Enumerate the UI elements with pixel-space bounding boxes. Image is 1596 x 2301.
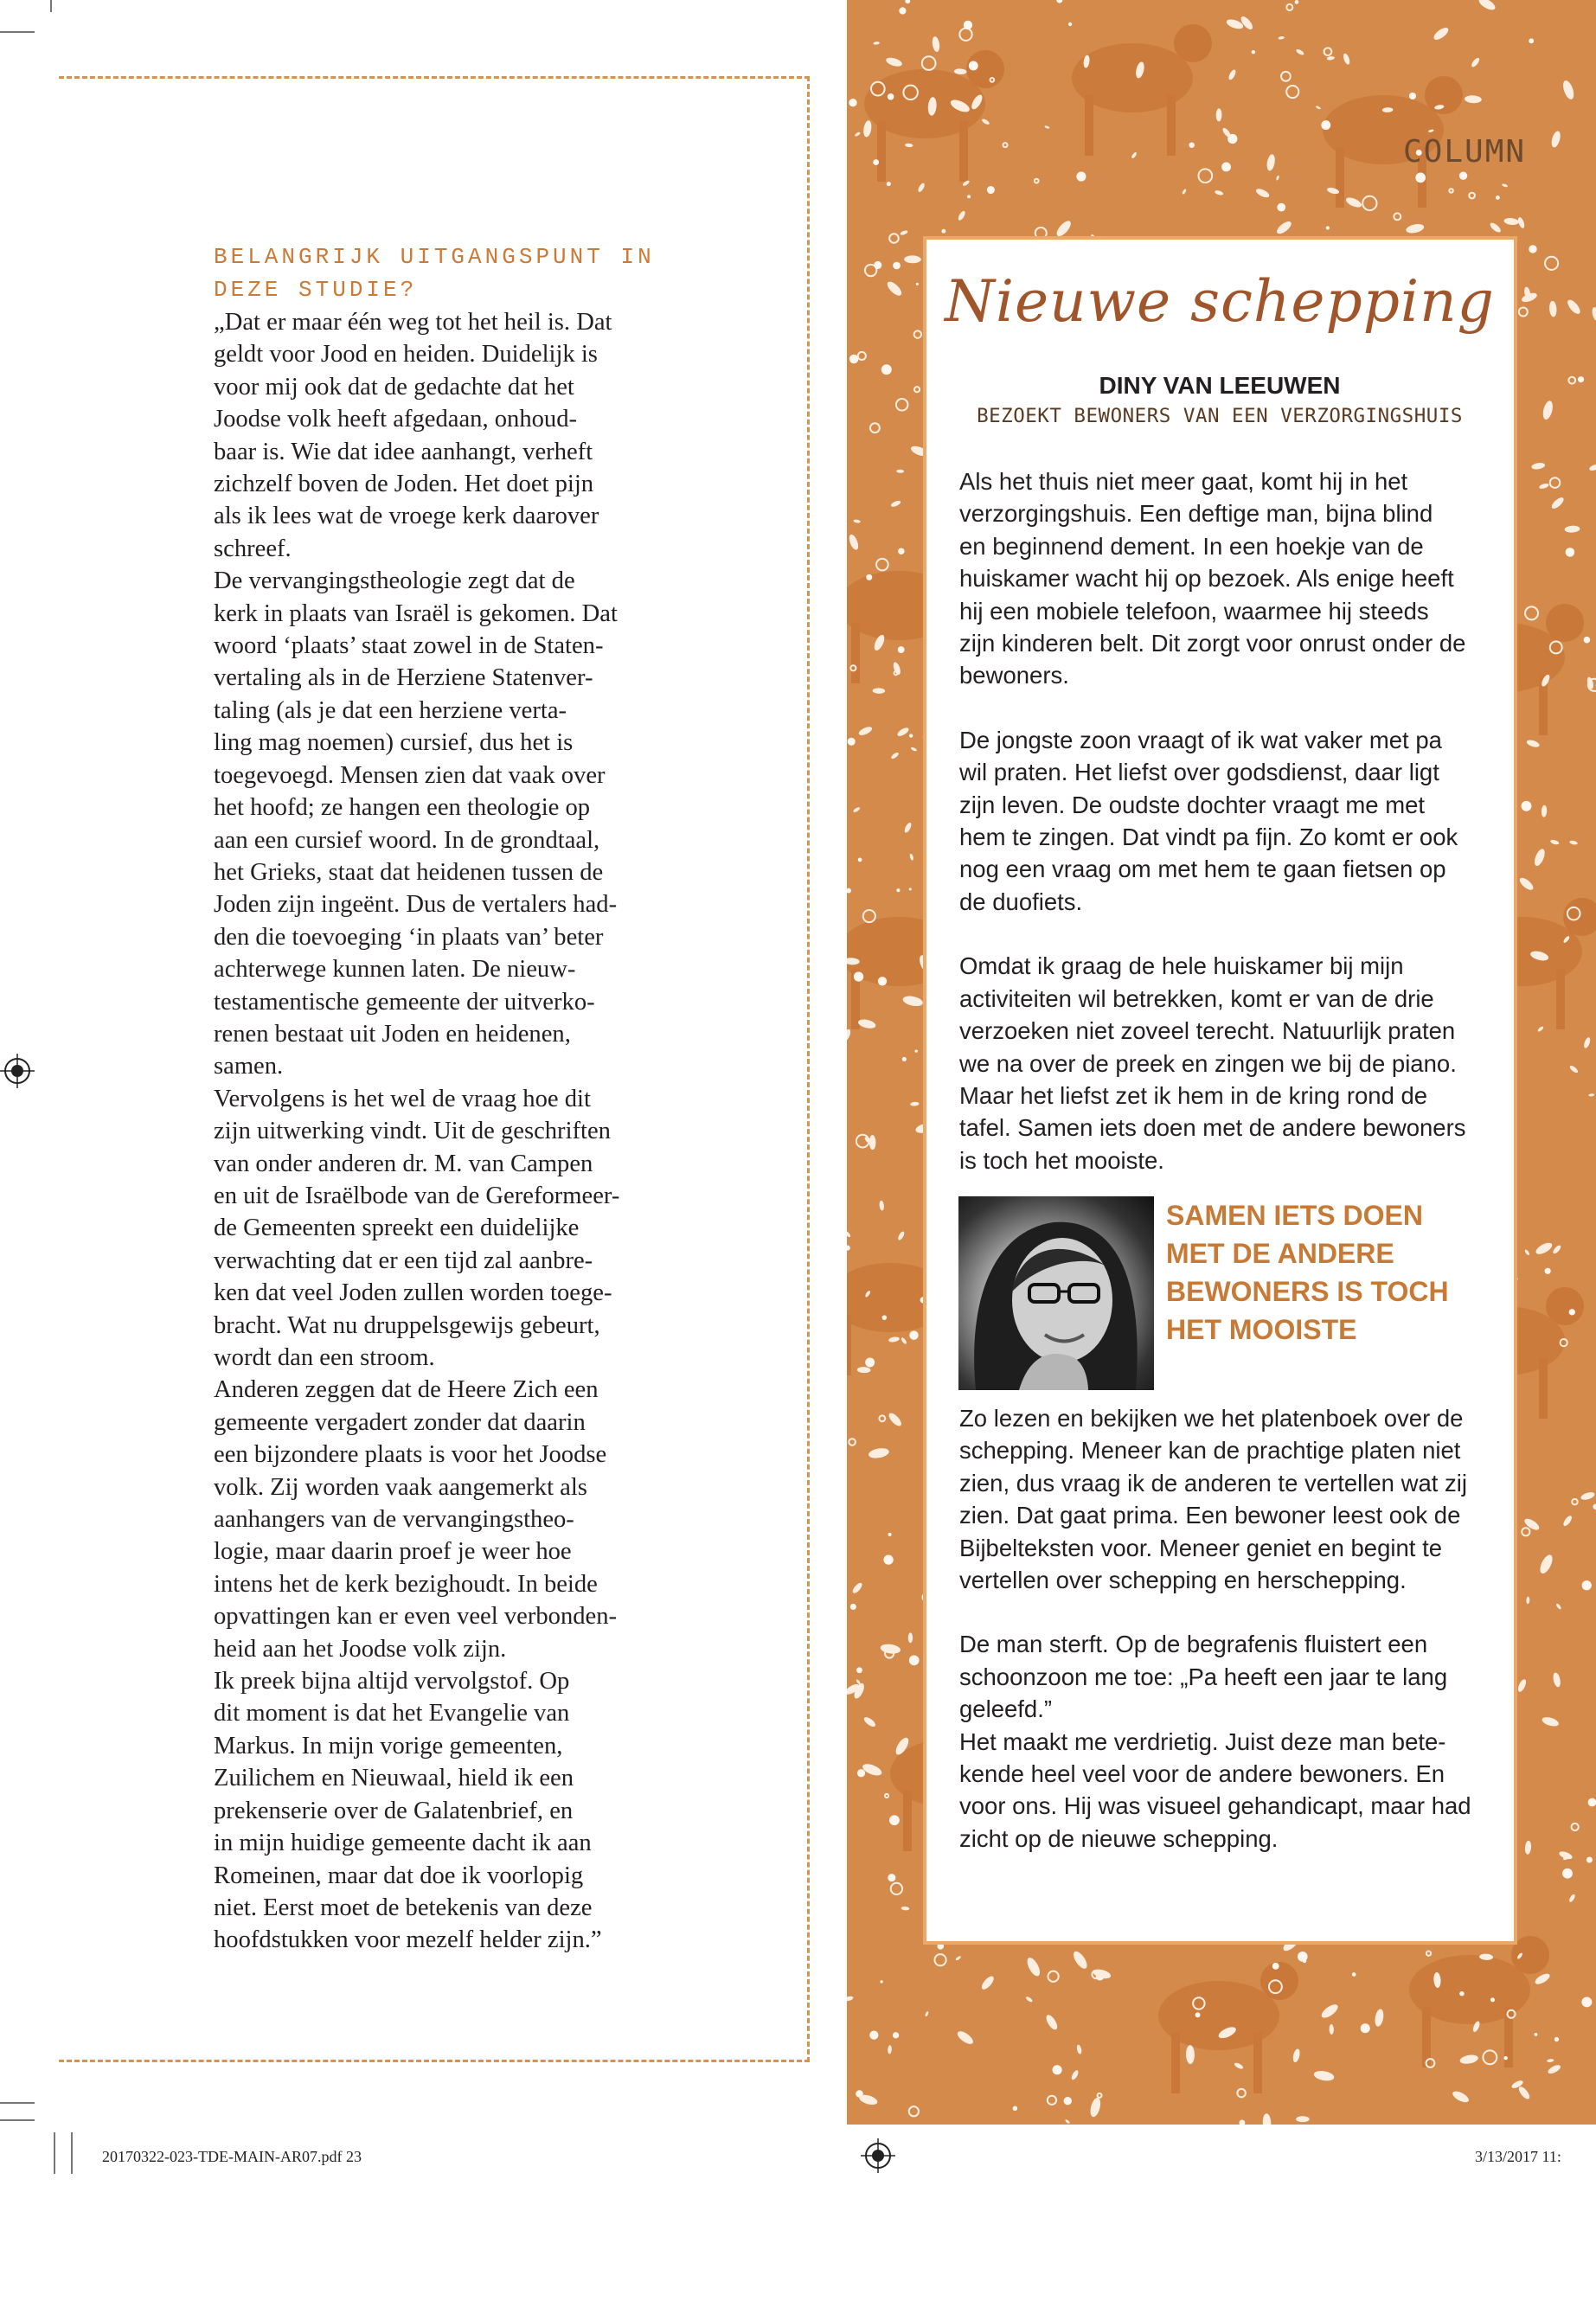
column-line: Zo lezen en bekijken we het platenboek over de bbox=[959, 1405, 1464, 1432]
column-line: Als het thuis niet meer gaat, komt hij in het bbox=[959, 468, 1408, 495]
column-line: we na over de preek en zingen we bij de piano. bbox=[959, 1049, 1457, 1077]
column-line: tafel. Samen iets doen met de andere bewoners bbox=[959, 1114, 1466, 1142]
crop-mark bbox=[71, 2132, 73, 2174]
article-line: verwachting dat er een tijd zal aanbre- bbox=[214, 1247, 593, 1274]
footer-date: 3/13/2017 11: bbox=[1475, 2148, 1561, 2165]
article-line: een bijzondere plaats is voor het Joodse bbox=[214, 1441, 607, 1469]
column-line: geleefd.” bbox=[959, 1695, 1053, 1723]
column-line: hij een mobiele telefoon, waarmee hij steeds bbox=[959, 597, 1429, 625]
article-line: opvattingen kan er even veel verbonden- bbox=[214, 1603, 618, 1631]
column-line: zijn kinderen belt. Dit zorgt voor onrust onder de bbox=[959, 630, 1466, 657]
footer-filename: 20170322-023-TDE-MAIN-AR07.pdf 23 bbox=[102, 2148, 362, 2165]
article-line: „Dat er maar één weg tot het heil is. Dat bbox=[214, 309, 612, 336]
article-line: bracht. Wat nu druppelsgewijs gebeurt, bbox=[214, 1311, 600, 1339]
article-line: volk. Zij worden vaak aangemerkt als bbox=[214, 1473, 587, 1501]
column-line: zicht op de nieuwe schepping. bbox=[959, 1824, 1279, 1852]
column-title: Nieuwe schepping bbox=[945, 268, 1495, 335]
column-line: zien, dus vraag ik de anderen te vertellen wat zij bbox=[959, 1469, 1467, 1497]
author-subtitle: BEZOEKT BEWONERS VAN EEN VERZORGINGSHUIS bbox=[977, 405, 1463, 427]
pull-quote-line: MET DE ANDERE bbox=[1166, 1238, 1394, 1269]
column-line: vertellen over schepping en herschepping. bbox=[959, 1567, 1407, 1594]
pull-quote bbox=[1166, 1196, 1495, 1349]
article-line: wordt dan een stroom. bbox=[214, 1344, 435, 1371]
registration-mark-icon bbox=[861, 2138, 895, 2173]
article-line: den die toevoeging ‘in plaats van’ beter bbox=[214, 923, 604, 951]
column-paragraph bbox=[959, 724, 1487, 918]
article-line: hoofdstukken voor mezelf helder zijn.” bbox=[214, 1926, 602, 1954]
article-body bbox=[214, 240, 663, 1957]
column-line: en beginnend dement. In een hoekje van de bbox=[959, 532, 1424, 560]
column-line: is toch het mooiste. bbox=[959, 1146, 1164, 1174]
article-line: Vervolgens is het wel de vraag hoe dit bbox=[214, 1085, 591, 1112]
article-line: vertaling als in de Herziene Statenver- bbox=[214, 664, 593, 692]
article-line: de Gemeenten spreekt een duidelijke bbox=[214, 1215, 580, 1242]
article-line: Markus. In mijn vorige gemeenten, bbox=[214, 1732, 563, 1759]
column-line: bewoners. bbox=[959, 662, 1069, 689]
column-line: wil praten. Het liefst over godsdienst, daar ligt bbox=[959, 759, 1439, 786]
article-line: logie, maar daarin proef je weer hoe bbox=[214, 1538, 572, 1566]
column-line: kende heel veel voor de andere bewoners. En bbox=[959, 1760, 1445, 1788]
column-paragraph bbox=[959, 950, 1487, 1176]
column-text-bottom bbox=[959, 1402, 1487, 1855]
article-line: aanhangers van de vervangingstheo- bbox=[214, 1506, 574, 1534]
heading-line: BELANGRIJK UITGANGSPUNT IN bbox=[214, 244, 655, 270]
column-line: huiskamer wacht hij op bezoek. Als enige heeft bbox=[959, 565, 1454, 593]
crop-mark bbox=[0, 2119, 35, 2121]
crop-mark bbox=[0, 31, 35, 33]
column-text-top bbox=[959, 465, 1487, 1176]
article-line: De vervangingstheologie zegt dat de bbox=[214, 567, 575, 595]
column-line: Het maakt me verdrietig. Juist deze man bete- bbox=[959, 1727, 1446, 1755]
author-photo bbox=[958, 1196, 1154, 1390]
article-line: toegevoegd. Mensen zien dat vaak over bbox=[214, 761, 606, 789]
article-line: Ik preek bijna altijd vervolgstof. Op bbox=[214, 1668, 570, 1695]
article-line: schreef. bbox=[214, 535, 292, 562]
column-line: Maar het liefst zet ik hem in de kring rond de bbox=[959, 1081, 1428, 1109]
article-line: Anderen zeggen dat de Heere Zich een bbox=[214, 1376, 599, 1404]
article-line: Joodse volk heeft afgedaan, onhoud- bbox=[214, 406, 578, 433]
article-line: baar is. Wie dat idee aanhangt, verheft bbox=[214, 438, 593, 465]
article-line: Zuilichem en Nieuwaal, hield ik een bbox=[214, 1765, 574, 1792]
article-line: Joden zijn ingeënt. Dus de vertalers had- bbox=[214, 891, 618, 919]
article-line: het Grieks, staat dat heidenen tussen de bbox=[214, 858, 604, 886]
pull-quote-line: HET MOOISTE bbox=[1166, 1314, 1357, 1345]
article-line: zijn uitwerking vindt. Uit de geschriften bbox=[214, 1118, 611, 1145]
article-line: van onder anderen dr. M. van Campen bbox=[214, 1150, 593, 1177]
column-paragraph bbox=[959, 1628, 1487, 1855]
article-line: in mijn huidige gemeente dacht ik aan bbox=[214, 1830, 592, 1857]
column-line: zijn leven. De oudste dochter vraagt me met bbox=[959, 791, 1426, 818]
heading-line: DEZE STUDIE? bbox=[214, 277, 418, 303]
article-line: gemeente vergadert zonder dat daarin bbox=[214, 1408, 586, 1436]
article-line: zichzelf boven de Joden. Het doet pijn bbox=[214, 471, 594, 498]
column-line: zien. Dat gaat prima. Een bewoner leest ook de bbox=[959, 1502, 1461, 1529]
column-line: voor ons. Hij was visueel gehandicapt, maar had bbox=[959, 1792, 1471, 1820]
article-heading bbox=[214, 240, 663, 306]
article-line: taling (als je dat een herziene verta- bbox=[214, 696, 567, 724]
article-line: renen bestaat uit Joden en heidenen, bbox=[214, 1020, 571, 1048]
article-line: ling mag noemen) cursief, dus het is bbox=[214, 729, 574, 757]
column-line: hem te zingen. Dat vindt pa fijn. Zo komt er ook bbox=[959, 824, 1458, 851]
column-line: activiteiten wil betrekken, komt er van de drie bbox=[959, 984, 1434, 1012]
article-line: achterwege kunnen laten. De nieuw- bbox=[214, 956, 576, 984]
column-line: verzorgingshuis. Een deftige man, bijna blind bbox=[959, 500, 1433, 528]
registration-mark-icon bbox=[0, 1054, 35, 1088]
article-line: ken dat veel Joden zullen worden toege- bbox=[214, 1279, 612, 1307]
column-line: de duofiets. bbox=[959, 888, 1083, 915]
column-line: verzoeken niet zoveel terecht. Natuurlijk praten bbox=[959, 1017, 1456, 1045]
column-line: De jongste zoon vraagt of ik wat vaker met pa bbox=[959, 726, 1442, 753]
column-paragraph bbox=[959, 465, 1487, 692]
article-line: geldt voor Jood en heiden. Duidelijk is bbox=[214, 341, 598, 369]
crop-mark bbox=[50, 0, 52, 12]
crop-mark bbox=[0, 2102, 35, 2104]
article-line: en uit de Israëlbode van de Gereformeer- bbox=[214, 1182, 620, 1209]
article-line: aan een cursief woord. In de grondtaal, bbox=[214, 826, 600, 854]
article-line: kerk in plaats van Israël is gekomen. Dat bbox=[214, 599, 618, 627]
article-line: intens het de kerk bezighoudt. In beide bbox=[214, 1570, 598, 1598]
article-line: Romeinen, maar dat doe ik voorlopig bbox=[214, 1862, 584, 1889]
column-label: COLUMN bbox=[1403, 134, 1527, 170]
article-line: als ik lees wat de vroege kerk daarover bbox=[214, 503, 599, 530]
article-line: samen. bbox=[214, 1053, 284, 1080]
pull-quote-line: BEWONERS IS TOCH bbox=[1166, 1276, 1449, 1307]
article-line: het hoofd; ze hangen een theologie op bbox=[214, 794, 591, 822]
pull-quote-line: SAMEN IETS DOEN bbox=[1166, 1200, 1423, 1231]
column-line: Bijbelteksten voor. Meneer geniet en begint te bbox=[959, 1534, 1443, 1561]
column-line: schepping. Meneer kan de prachtige platen niet bbox=[959, 1437, 1461, 1465]
article-line: testamentische gemeente der uitverko- bbox=[214, 988, 595, 1016]
article-line: prekenserie over de Galatenbrief, en bbox=[214, 1797, 574, 1824]
article-line: heid aan het Joodse volk zijn. bbox=[214, 1635, 507, 1663]
column-line: Omdat ik graag de hele huiskamer bij mijn bbox=[959, 952, 1404, 980]
article-line: voor mij ook dat de gedachte dat het bbox=[214, 373, 574, 401]
column-line: schoonzoon me toe: „Pa heeft een jaar te lang bbox=[959, 1663, 1448, 1690]
article-line: woord ‘plaats’ staat zowel in de Staten- bbox=[214, 632, 604, 660]
column-line: De man sterft. Op de begrafenis fluistert een bbox=[959, 1631, 1428, 1658]
article-line: niet. Eerst moet de betekenis van deze bbox=[214, 1894, 593, 1921]
article-text bbox=[214, 306, 663, 1957]
crop-mark bbox=[54, 2132, 55, 2174]
column-line: nog een vraag om met hem te gaan fietsen op bbox=[959, 856, 1446, 883]
article-line: dit moment is dat het Evangelie van bbox=[214, 1700, 570, 1727]
author-name: DINY VAN LEEUWEN bbox=[1099, 372, 1341, 399]
column-paragraph bbox=[959, 1402, 1487, 1596]
